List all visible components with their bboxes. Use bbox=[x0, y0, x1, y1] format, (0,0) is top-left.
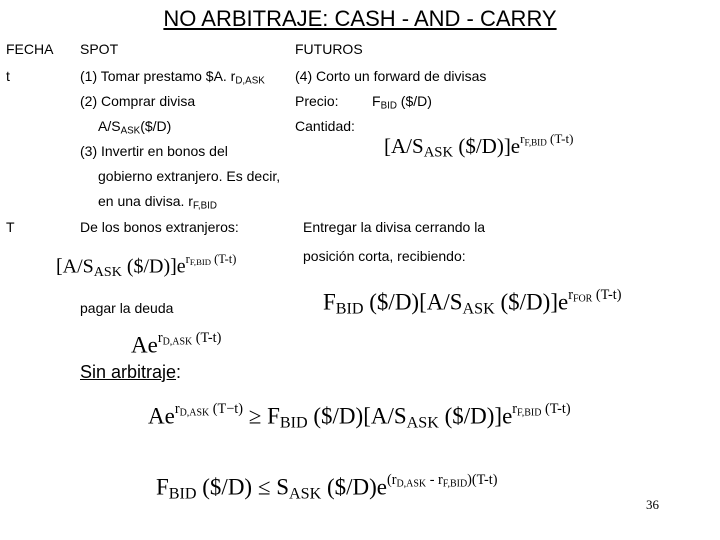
spot-step-3: (3) Invertir en bonos del bbox=[80, 143, 228, 159]
bv-sub: ASK bbox=[93, 264, 122, 280]
res-exp-mid: - r bbox=[426, 472, 443, 488]
ineq-exp-post: (T-t) bbox=[541, 401, 571, 417]
sin-arbitraje-colon: : bbox=[176, 362, 182, 382]
spot-step-1-sub: D,ASK bbox=[235, 75, 265, 87]
res-exp-open: (r bbox=[386, 472, 397, 488]
fv-exp-post: (T-t) bbox=[592, 287, 622, 303]
bv-exp-r: r bbox=[185, 252, 190, 266]
res-exp-post: )(T-t) bbox=[467, 472, 498, 488]
ineq-lhs-exp-post: (T−t) bbox=[209, 401, 243, 417]
page-number: 36 bbox=[646, 497, 659, 512]
fv-sub: ASK bbox=[462, 300, 495, 318]
quantity-formula bbox=[384, 131, 573, 161]
spot-rate-pre: A/S bbox=[98, 118, 121, 134]
res-exp-sub2: F,BID bbox=[442, 478, 468, 490]
qf-sub: ASK bbox=[423, 144, 454, 161]
debt-exp-sub: D,ASK bbox=[162, 336, 193, 348]
ineq-lhs-exp bbox=[175, 401, 243, 417]
futures-price-unit: ($/D) bbox=[396, 93, 432, 109]
ineq-op: ≥ bbox=[242, 403, 268, 429]
spot-step-3c-sub: F,BID bbox=[192, 200, 217, 212]
res-post: ($/D)e bbox=[321, 474, 387, 500]
ineq-f-sub: BID bbox=[279, 414, 308, 432]
spot-step-1-text: (1) Tomar prestamo $A. r bbox=[80, 68, 236, 84]
debt-formula bbox=[131, 330, 221, 359]
spot-step-2: (2) Comprar divisa bbox=[80, 93, 196, 109]
fv-mid: ($/D)[A/S bbox=[363, 289, 463, 315]
ineq-lhs-exp-sub: D,ASK bbox=[179, 407, 210, 419]
spot-step-3b: gobierno extranjero. Es decir, bbox=[98, 168, 281, 184]
spot-step-3c bbox=[98, 193, 217, 211]
fv-f: F bbox=[323, 289, 336, 315]
bv-post: ($/D)]e bbox=[121, 255, 186, 278]
fv-f-sub: BID bbox=[335, 300, 364, 318]
ineq-exp-r: r bbox=[512, 401, 518, 417]
spot-rate-sub: ASK bbox=[120, 125, 141, 137]
futures-quantity-label: Cantidad: bbox=[295, 118, 355, 134]
ineq-sub: ASK bbox=[406, 414, 439, 432]
futures-T-b: posición corta, recibiendo: bbox=[303, 248, 466, 264]
ineq-f: F bbox=[267, 403, 280, 429]
res-exp bbox=[387, 472, 498, 488]
qf-exp-r: r bbox=[520, 131, 525, 146]
debt-exp bbox=[158, 330, 222, 346]
spot-T-b: pagar la deuda bbox=[80, 300, 174, 316]
debt-exp-r: r bbox=[157, 330, 163, 346]
spot-step-1 bbox=[80, 68, 265, 86]
header-fecha: FECHA bbox=[6, 41, 54, 57]
futures-price-f: F bbox=[372, 93, 381, 109]
res-f: F bbox=[156, 474, 169, 500]
debt-exp-post: (T-t) bbox=[192, 330, 222, 346]
res-mid: ($/D) ≤ S bbox=[196, 474, 289, 500]
result-formula bbox=[156, 472, 498, 504]
fv-post: ($/D)]e bbox=[494, 289, 569, 315]
bond-value-formula bbox=[56, 252, 236, 281]
qf-exp-sub: F,BID bbox=[524, 137, 547, 148]
res-f-sub: BID bbox=[168, 485, 197, 503]
ineq-lhs-exp-r: r bbox=[174, 401, 180, 417]
inequality-formula bbox=[148, 401, 571, 433]
header-spot: SPOT bbox=[80, 41, 119, 57]
slide-title: NO ARBITRAJE: CASH - AND - CARRY bbox=[163, 6, 557, 31]
bv-exp bbox=[186, 252, 237, 266]
ineq-exp-sub: F,BID bbox=[517, 407, 542, 419]
spot-T-a: De los bonos extranjeros: bbox=[80, 219, 239, 235]
fv-exp bbox=[568, 287, 621, 303]
futures-step-4: (4) Corto un forward de divisas bbox=[295, 68, 487, 84]
fv-exp-r: r bbox=[568, 287, 573, 303]
ineq-exp bbox=[512, 401, 570, 417]
row-t-label: t bbox=[6, 68, 10, 84]
res-exp-sub: D,ASK bbox=[396, 478, 427, 490]
qf-exp bbox=[520, 131, 573, 146]
sin-arbitraje-heading bbox=[80, 362, 181, 383]
bv-exp-post: (T-t) bbox=[211, 252, 237, 266]
forward-value-formula bbox=[323, 287, 622, 319]
spot-step-3c-text: en una divisa. r bbox=[98, 193, 193, 209]
res-sub: ASK bbox=[289, 485, 322, 503]
ineq-mid: ($/D)[A/S bbox=[307, 403, 407, 429]
fv-exp-sub: FOR bbox=[572, 293, 593, 305]
futures-T-a: Entregar la divisa cerrando la bbox=[303, 219, 486, 235]
spot-step-2-rate bbox=[98, 118, 171, 136]
bv-exp-sub: F,BID bbox=[189, 257, 212, 268]
row-T-label: T bbox=[6, 219, 15, 235]
qf-pre: [A/S bbox=[384, 133, 424, 158]
futures-price-sub: BID bbox=[380, 100, 397, 112]
qf-post: ($/D)]e bbox=[453, 133, 521, 158]
debt-pre: Ae bbox=[131, 332, 158, 358]
ineq-post: ($/D)]e bbox=[438, 403, 513, 429]
header-futuros: FUTUROS bbox=[295, 41, 363, 57]
sin-arbitraje-text: Sin arbitraje bbox=[80, 362, 177, 382]
futures-price-value bbox=[372, 93, 432, 111]
spot-rate-post: ($/D) bbox=[140, 118, 172, 134]
qf-exp-post: (T-t) bbox=[546, 131, 574, 146]
bv-pre: [A/S bbox=[56, 255, 94, 278]
ineq-lhs: Ae bbox=[148, 403, 175, 429]
futures-price-label: Precio: bbox=[295, 93, 339, 109]
